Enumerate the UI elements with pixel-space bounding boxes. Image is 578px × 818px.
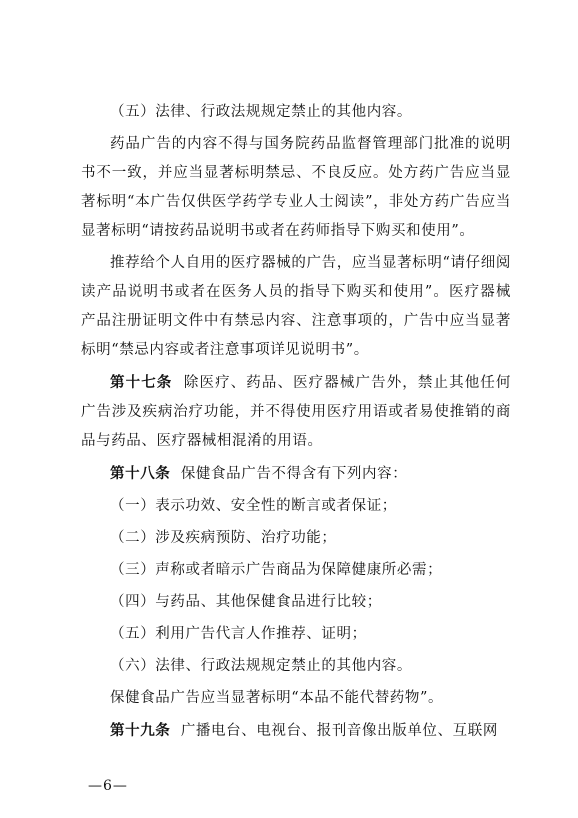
article-paragraph [81, 459, 511, 489]
paragraph-text: （四）与药品、其他保健食品进行比较； [110, 594, 382, 610]
document-body [81, 98, 511, 746]
list-item [81, 492, 511, 521]
list-item [81, 556, 511, 585]
paragraph [81, 249, 511, 365]
paragraph-text: （二）涉及疾病预防、治疗功能； [110, 530, 337, 546]
paragraph-text: 广播电台、电视台、报刊音像出版单位、互联网 [180, 723, 498, 739]
article-paragraph [81, 368, 511, 456]
paragraph-text: 药品广告的内容不得与国务院药品监督管理部门批准的说明书不一致，并应当显著标明禁忌、不良反应。处方药广告应当显著标明“本广告仅供医学药学专业人士阅读”，非处方药广告应当显著标明“请按药品说明书或者在药师指导下购买和使用”。 [81, 136, 511, 239]
paragraph [81, 130, 511, 246]
paragraph-text: （五）利用广告代言人作推荐、证明； [110, 626, 367, 642]
paragraph-text: 保健食品广告应当显著标明“本品不能代替药物”。 [110, 690, 444, 706]
paragraph [81, 98, 511, 127]
paragraph-text: （一）表示功效、安全性的断言或者保证； [110, 498, 397, 514]
article-number: 第十九条 [110, 722, 171, 739]
list-item [81, 652, 511, 681]
list-item [81, 588, 511, 617]
paragraph-text: 除医疗、药品、医疗器械广告外，禁止其他任何广告涉及疾病治疗功能，并不得使用医疗用语或者易使推销的商品与药品、医疗器械相混淆的用语。 [81, 375, 512, 449]
paragraph-text: （六）法律、行政法规规定禁止的其他内容。 [110, 658, 412, 674]
paragraph-text: 推荐给个人自用的医疗器械的广告，应当显著标明“请仔细阅读产品说明书或者在医务人员的指导下购买和使用”。医疗器械产品注册证明文件中有禁忌内容、注意事项的，广告中应当显著标明“禁忌内容或者注意事项详见说明书”。 [81, 255, 511, 358]
paragraph [81, 684, 511, 713]
page-number: —6— [88, 778, 128, 794]
list-item [81, 524, 511, 553]
paragraph-text: （三）声称或者暗示广告商品为保障健康所必需； [110, 562, 443, 578]
article-number: 第十七条 [110, 374, 173, 391]
list-item [81, 620, 511, 649]
paragraph-text: （五）法律、行政法规规定禁止的其他内容。 [110, 104, 412, 120]
article-paragraph [81, 716, 511, 746]
paragraph-text: 保健食品广告不得含有下列内容： [180, 466, 408, 482]
article-number: 第十八条 [110, 465, 171, 482]
